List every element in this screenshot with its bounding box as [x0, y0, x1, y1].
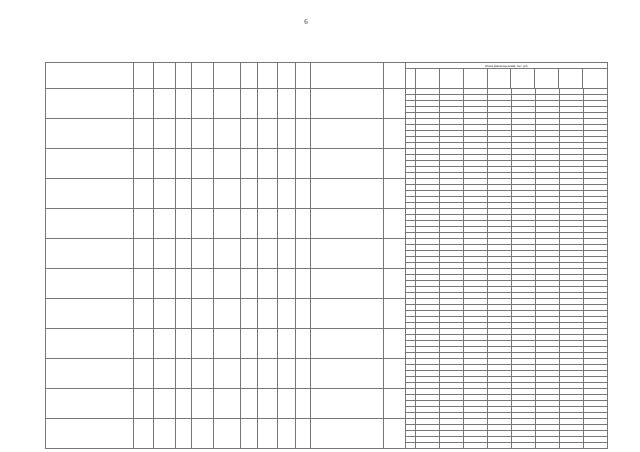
table-cell: [384, 329, 406, 359]
table-cell: [176, 269, 192, 299]
amount-cell: [512, 443, 536, 449]
table-cell: [258, 419, 278, 449]
table-cell: [278, 119, 296, 149]
table-cell: [311, 419, 385, 449]
table-cell: [241, 239, 257, 269]
year-header: [559, 69, 583, 88]
table-cell: [192, 239, 214, 269]
column-header: [278, 63, 296, 89]
table-cell: [192, 269, 214, 299]
table-cell: [241, 299, 257, 329]
financing-rows: [406, 149, 608, 179]
table-cell: [296, 119, 311, 149]
table-cell: [214, 269, 241, 299]
table-cell: [192, 149, 214, 179]
table-cell: [241, 269, 257, 299]
table-cell: [134, 119, 154, 149]
table-row: [46, 89, 608, 119]
table-row: [46, 179, 608, 209]
object-name-cell: [46, 239, 134, 269]
column-header: [46, 63, 134, 89]
table-cell: [311, 239, 385, 269]
table-cell: [154, 89, 176, 119]
table-cell: [214, 299, 241, 329]
table-cell: [214, 329, 241, 359]
object-name-cell: [46, 89, 134, 119]
table-cell: [258, 179, 278, 209]
column-header: [134, 63, 154, 89]
table-cell: [296, 329, 311, 359]
year-header: [440, 69, 464, 88]
page-number: 6: [304, 18, 308, 26]
amount-cell: [416, 443, 440, 449]
financing-rows: [406, 239, 608, 269]
table-cell: [258, 359, 278, 389]
table-cell: [311, 179, 385, 209]
table-cell: [241, 359, 257, 389]
table-row: [46, 119, 608, 149]
table-cell: [192, 209, 214, 239]
program-table: [45, 62, 608, 449]
table-cell: [258, 209, 278, 239]
table-cell: [278, 89, 296, 119]
table-cell: [278, 389, 296, 419]
column-header: [176, 63, 192, 89]
object-name-cell: [46, 299, 134, 329]
table-cell: [384, 209, 406, 239]
table-cell: [278, 299, 296, 329]
table-cell: [384, 419, 406, 449]
table-cell: [214, 389, 241, 419]
table-cell: [258, 329, 278, 359]
column-header: [241, 63, 257, 89]
table-row: [46, 269, 608, 299]
table-cell: [278, 149, 296, 179]
table-cell: [296, 179, 311, 209]
table-cell: [278, 179, 296, 209]
table-cell: [311, 89, 385, 119]
table-cell: [154, 149, 176, 179]
table-cell: [134, 269, 154, 299]
table-cell: [241, 389, 257, 419]
table-cell: [154, 239, 176, 269]
financing-rows: [406, 119, 608, 149]
table-cell: [214, 419, 241, 449]
table-cell: [192, 329, 214, 359]
table-cell: [134, 179, 154, 209]
table-cell: [214, 209, 241, 239]
table-row: [46, 389, 608, 419]
table-cell: [176, 419, 192, 449]
financing-rows: [406, 269, 608, 299]
year-header: [583, 69, 607, 88]
table-cell: [241, 329, 257, 359]
column-header: [154, 63, 176, 89]
table-cell: [296, 299, 311, 329]
table-cell: [176, 179, 192, 209]
table-cell: [154, 179, 176, 209]
table-cell: [296, 359, 311, 389]
table-cell: [176, 329, 192, 359]
table-cell: [311, 389, 385, 419]
table-cell: [154, 419, 176, 449]
source-label: [406, 443, 416, 449]
table-cell: [258, 299, 278, 329]
table-cell: [278, 419, 296, 449]
table-cell: [241, 89, 257, 119]
table-cell: [241, 149, 257, 179]
table-cell: [278, 359, 296, 389]
table-cell: [241, 179, 257, 209]
table-cell: [311, 269, 385, 299]
object-name-cell: [46, 149, 134, 179]
table-cell: [311, 329, 385, 359]
table-cell: [296, 89, 311, 119]
table-row: [46, 209, 608, 239]
table-cell: [192, 419, 214, 449]
table-cell: [258, 239, 278, 269]
object-name-cell: [46, 269, 134, 299]
table-cell: [154, 299, 176, 329]
table-row: [46, 149, 608, 179]
table-cell: [176, 119, 192, 149]
table-cell: [134, 359, 154, 389]
column-header: [384, 63, 406, 89]
table-cell: [296, 269, 311, 299]
table-cell: [258, 119, 278, 149]
table-cell: [278, 329, 296, 359]
financing-rows: [406, 299, 608, 329]
year-header: [488, 69, 512, 88]
year-header: [416, 69, 440, 88]
column-header: [214, 63, 241, 89]
table-cell: [192, 299, 214, 329]
table-cell: [311, 209, 385, 239]
table-cell: [176, 389, 192, 419]
table-cell: [176, 209, 192, 239]
table-cell: [192, 389, 214, 419]
table-cell: [296, 209, 311, 239]
object-name-cell: [46, 389, 134, 419]
column-header: [296, 63, 311, 89]
object-name-cell: [46, 179, 134, 209]
amount-cell: [488, 443, 512, 449]
table-cell: [154, 119, 176, 149]
amount-cell: [464, 443, 488, 449]
amount-cell: [560, 443, 584, 449]
table-cell: [154, 359, 176, 389]
table-cell: [134, 389, 154, 419]
year-header: [464, 69, 488, 88]
table-cell: [311, 119, 385, 149]
table-cell: [384, 119, 406, 149]
table-cell: [296, 419, 311, 449]
table-cell: [258, 269, 278, 299]
table-cell: [258, 149, 278, 179]
table-cell: [134, 329, 154, 359]
table-cell: [214, 119, 241, 149]
table-cell: [176, 359, 192, 389]
table-cell: [134, 209, 154, 239]
table-cell: [296, 389, 311, 419]
year-headers: [406, 69, 607, 88]
table-cell: [192, 359, 214, 389]
table-cell: [154, 329, 176, 359]
table-cell: [296, 239, 311, 269]
year-header: [535, 69, 559, 88]
financing-rows: [406, 209, 608, 239]
table-cell: [214, 149, 241, 179]
amount-cell: [440, 443, 464, 449]
financing-rows: [406, 329, 608, 359]
table-cell: [134, 149, 154, 179]
financing-rows: [406, 389, 608, 419]
financing-header-group: [406, 63, 608, 89]
table-header: [46, 63, 608, 89]
table-cell: [192, 179, 214, 209]
table-cell: [176, 239, 192, 269]
table-cell: [214, 359, 241, 389]
table-cell: [296, 149, 311, 179]
table-cell: [134, 89, 154, 119]
table-cell: [311, 299, 385, 329]
table-cell: [176, 149, 192, 179]
table-cell: [134, 299, 154, 329]
object-name-cell: [46, 209, 134, 239]
table-cell: [192, 89, 214, 119]
financing-row: [406, 443, 608, 449]
table-cell: [214, 239, 241, 269]
column-header: [192, 63, 214, 89]
table-cell: [384, 179, 406, 209]
object-name-cell: [46, 419, 134, 449]
amount-cell: [536, 443, 560, 449]
financing-rows: [406, 89, 608, 119]
year-header: [511, 69, 535, 88]
table-cell: [192, 119, 214, 149]
financing-header: Объем финансирования, тыс. руб.: [406, 63, 607, 69]
table-cell: [384, 269, 406, 299]
object-name-cell: [46, 329, 134, 359]
table-row: [46, 419, 608, 449]
column-header: [258, 63, 278, 89]
table-cell: [384, 359, 406, 389]
table-cell: [384, 89, 406, 119]
table-row: [46, 359, 608, 389]
table-cell: [214, 89, 241, 119]
financing-rows: [406, 179, 608, 209]
table-cell: [176, 299, 192, 329]
table-cell: [278, 269, 296, 299]
table-cell: [384, 149, 406, 179]
table-cell: [134, 239, 154, 269]
source-column-header: [406, 69, 416, 88]
table-cell: [154, 389, 176, 419]
table-cell: [176, 89, 192, 119]
table-cell: [214, 179, 241, 209]
table-cell: [241, 209, 257, 239]
table-cell: [241, 119, 257, 149]
table-row: [46, 329, 608, 359]
table-cell: [384, 239, 406, 269]
financing-rows: [406, 419, 608, 449]
table-cell: [154, 269, 176, 299]
table-cell: [311, 149, 385, 179]
object-name-cell: [46, 359, 134, 389]
table-body: [46, 63, 608, 449]
object-name-cell: [46, 119, 134, 149]
financing-rows: [406, 359, 608, 389]
table-row: [46, 299, 608, 329]
table-cell: [384, 299, 406, 329]
table-cell: [258, 89, 278, 119]
table-cell: [154, 209, 176, 239]
column-header: [311, 63, 385, 89]
table-cell: [258, 389, 278, 419]
table-row: [46, 239, 608, 269]
table-cell: [241, 419, 257, 449]
amount-cell: [584, 443, 608, 449]
table-cell: [278, 209, 296, 239]
table-cell: [134, 419, 154, 449]
table-cell: [278, 239, 296, 269]
table-cell: [384, 389, 406, 419]
table-cell: [311, 359, 385, 389]
